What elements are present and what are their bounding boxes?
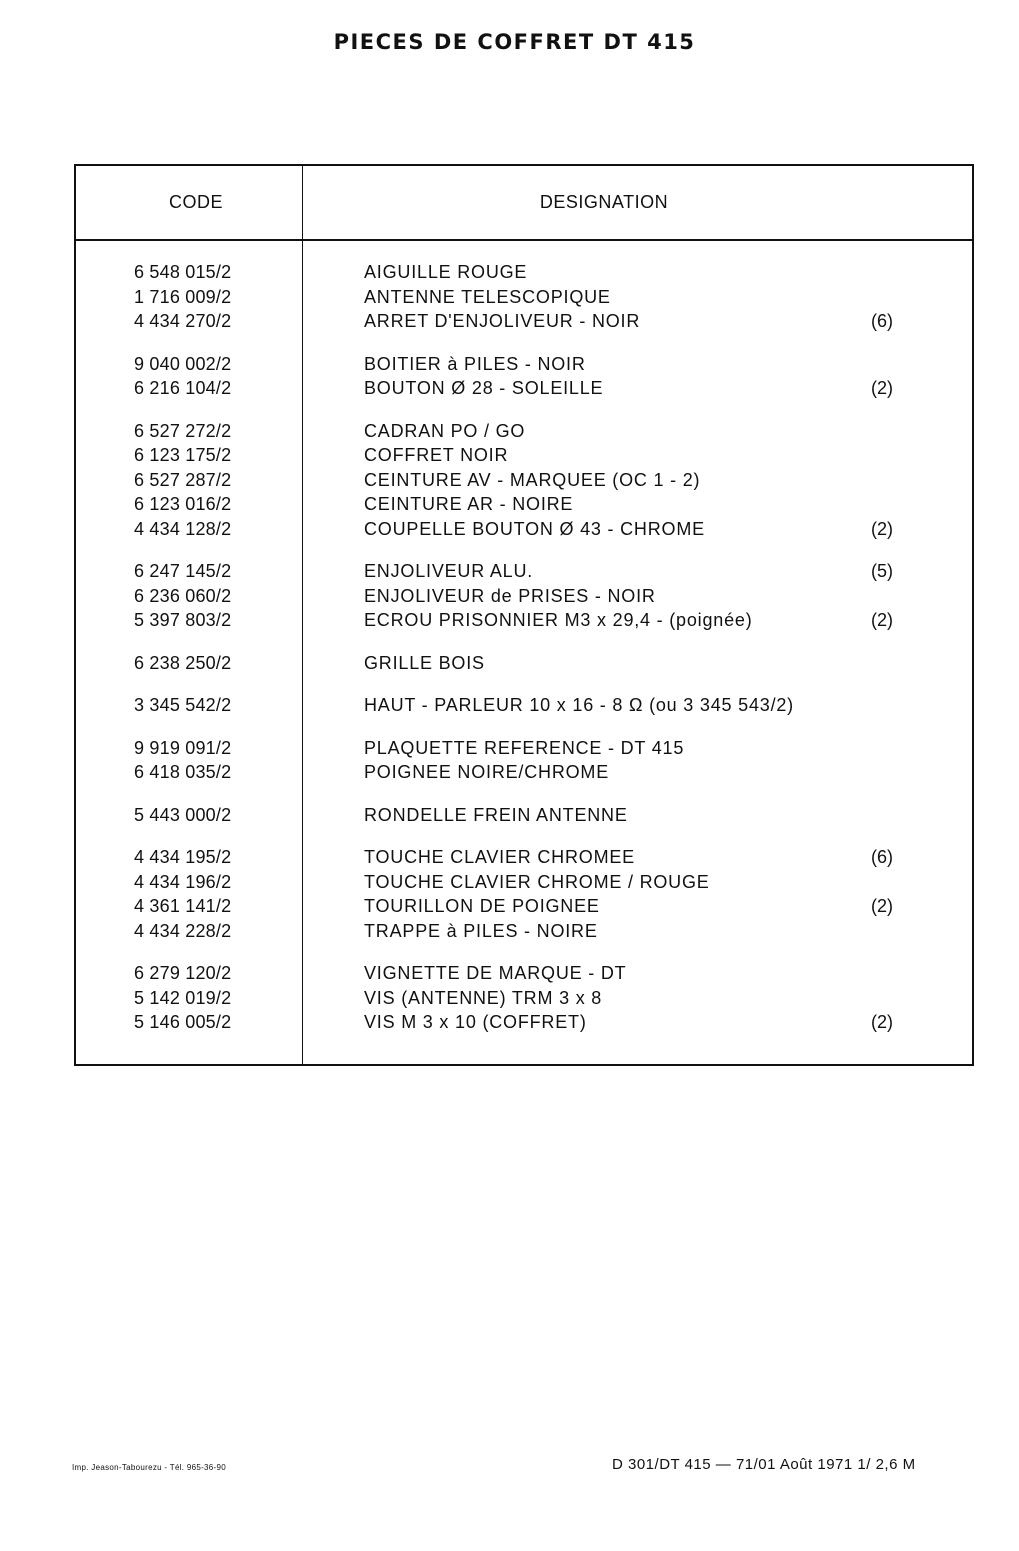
part-designation: TOUCHE CLAVIER CHROME / ROUGE xyxy=(364,871,710,892)
row-group xyxy=(76,805,972,830)
part-code: 6 247 145/2 xyxy=(134,561,232,581)
table-row xyxy=(76,445,972,470)
part-designation: CEINTURE AV - MARQUEE (OC 1 - 2) xyxy=(364,469,701,490)
part-code: 5 397 803/2 xyxy=(134,610,232,630)
part-designation: CEINTURE AR - NOIRE xyxy=(364,494,574,514)
part-code: 5 146 005/2 xyxy=(134,1012,232,1032)
row-group xyxy=(76,963,972,1037)
parts-table xyxy=(74,164,974,1066)
part-code: 4 434 195/2 xyxy=(134,847,232,867)
table-row xyxy=(76,695,972,720)
part-code: 6 236 060/2 xyxy=(134,585,232,606)
part-code: 6 216 104/2 xyxy=(134,378,232,398)
printer-credit: Imp. Jeason-Tabourezu - Tél. 965-36-90 xyxy=(72,1463,226,1472)
part-code: 1 716 009/2 xyxy=(134,286,232,307)
part-designation: ANTENNE TELESCOPIQUE xyxy=(364,286,611,307)
row-group xyxy=(76,561,972,635)
table-row xyxy=(76,421,972,446)
part-quantity: (2) xyxy=(871,610,893,630)
part-quantity: (5) xyxy=(871,561,893,581)
part-designation: COUPELLE BOUTON Ø 43 - CHROME xyxy=(364,518,705,539)
part-designation: BOITIER à PILES - NOIR xyxy=(364,353,586,374)
part-designation: TRAPPE à PILES - NOIRE xyxy=(364,920,598,941)
part-designation: ARRET D'ENJOLIVEUR - NOIR xyxy=(364,311,641,331)
part-designation: VIS M 3 x 10 (COFFRET) xyxy=(364,1012,587,1032)
part-designation: CADRAN PO / GO xyxy=(364,420,526,441)
table-row xyxy=(76,470,972,495)
part-code: 6 527 287/2 xyxy=(134,469,232,490)
part-designation: COFFRET NOIR xyxy=(364,445,509,465)
table-row xyxy=(76,921,972,946)
part-designation: TOURILLON DE POIGNEE xyxy=(364,896,600,916)
part-quantity: (2) xyxy=(871,518,893,539)
part-quantity: (2) xyxy=(871,1012,893,1032)
row-group xyxy=(76,738,972,787)
part-code: 3 345 542/2 xyxy=(134,695,232,715)
part-code: 6 548 015/2 xyxy=(134,262,232,282)
header-divider xyxy=(76,239,972,241)
row-group xyxy=(76,695,972,720)
part-code: 6 123 175/2 xyxy=(134,445,232,465)
part-code: 4 434 196/2 xyxy=(134,871,232,892)
part-quantity: (6) xyxy=(871,311,893,331)
part-designation: RONDELLE FREIN ANTENNE xyxy=(364,804,628,825)
table-row xyxy=(76,1012,972,1037)
part-code: 6 418 035/2 xyxy=(134,762,232,782)
part-designation: BOUTON Ø 28 - SOLEILLE xyxy=(364,378,604,398)
page-title: PIECES DE COFFRET DT 415 xyxy=(333,30,696,54)
part-code: 6 279 120/2 xyxy=(134,963,232,983)
part-quantity: (6) xyxy=(871,847,893,867)
part-code: 4 361 141/2 xyxy=(134,896,232,916)
table-row xyxy=(76,872,972,897)
table-row xyxy=(76,896,972,921)
table-row xyxy=(76,561,972,586)
table-row xyxy=(76,262,972,287)
part-quantity: (2) xyxy=(871,378,893,398)
part-designation: HAUT - PARLEUR 10 x 16 - 8 Ω (ou 3 345 543/2) xyxy=(364,695,794,715)
row-group xyxy=(76,421,972,544)
column-header-code: CODE xyxy=(168,192,223,212)
part-designation: ENJOLIVEUR de PRISES - NOIR xyxy=(364,585,656,606)
part-code: 4 434 270/2 xyxy=(134,311,232,331)
part-code: 6 238 250/2 xyxy=(134,652,232,673)
part-code: 6 123 016/2 xyxy=(134,494,232,514)
table-row xyxy=(76,287,972,312)
row-group xyxy=(76,847,972,945)
part-code: 4 434 228/2 xyxy=(134,920,232,941)
row-group xyxy=(76,653,972,678)
table-row xyxy=(76,610,972,635)
part-quantity: (2) xyxy=(871,896,893,916)
part-code: 4 434 128/2 xyxy=(134,518,232,539)
table-row xyxy=(76,653,972,678)
part-code: 6 527 272/2 xyxy=(134,420,232,441)
column-header-designation: DESIGNATION xyxy=(539,192,669,212)
document-reference: D 301/DT 415 — 71/01 Août 1971 1/ 2,6 M xyxy=(612,1456,916,1473)
table-row xyxy=(76,762,972,787)
table-row xyxy=(76,988,972,1013)
table-row xyxy=(76,805,972,830)
row-group xyxy=(76,354,972,403)
part-code: 9 919 091/2 xyxy=(134,737,232,758)
part-designation: ECROU PRISONNIER M3 x 29,4 - (poignée) xyxy=(364,610,753,630)
table-row xyxy=(76,494,972,519)
part-code: 9 040 002/2 xyxy=(134,353,232,374)
part-designation: POIGNEE NOIRE/CHROME xyxy=(364,762,610,782)
part-designation: AIGUILLE ROUGE xyxy=(364,262,528,282)
table-row xyxy=(76,738,972,763)
row-group xyxy=(76,262,972,336)
table-row xyxy=(76,378,972,403)
table-body xyxy=(76,262,972,1055)
part-designation: ENJOLIVEUR ALU. xyxy=(364,561,534,581)
table-row xyxy=(76,311,972,336)
table-row xyxy=(76,847,972,872)
part-designation: GRILLE BOIS xyxy=(364,652,485,673)
table-row xyxy=(76,586,972,611)
table-row xyxy=(76,354,972,379)
part-designation: TOUCHE CLAVIER CHROMEE xyxy=(364,847,635,867)
table-row xyxy=(76,963,972,988)
table-row xyxy=(76,519,972,544)
part-code: 5 443 000/2 xyxy=(134,804,232,825)
part-code: 5 142 019/2 xyxy=(134,987,232,1008)
part-designation: VIS (ANTENNE) TRM 3 x 8 xyxy=(364,987,603,1008)
part-designation: PLAQUETTE REFERENCE - DT 415 xyxy=(364,737,685,758)
part-designation: VIGNETTE DE MARQUE - DT xyxy=(364,963,627,983)
